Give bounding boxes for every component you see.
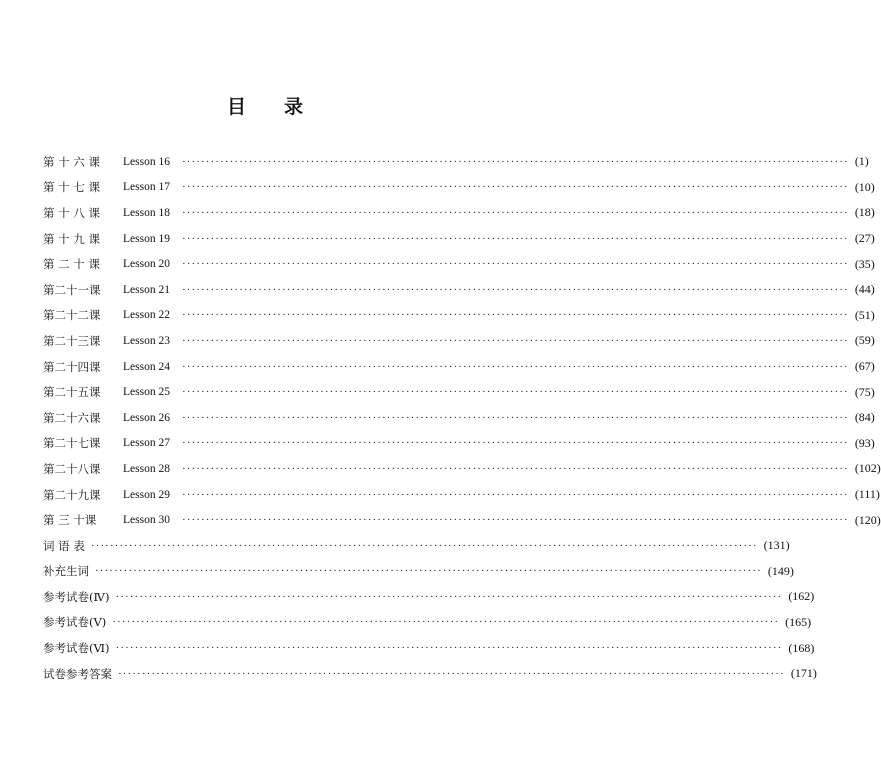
- toc-page-number: (168): [788, 640, 815, 655]
- toc-entry-label: 第 三 十课: [43, 513, 97, 528]
- toc-entry-label: 第二十四课: [43, 359, 101, 374]
- toc-leader-dots: ············································································································································: [181, 437, 849, 450]
- toc-page-number: (171): [790, 666, 817, 681]
- toc-entry-label: 词 语 表: [43, 538, 85, 553]
- toc-page-number: (162): [788, 589, 815, 604]
- toc-leader-dots: ············································································································································: [181, 514, 849, 527]
- toc-entry-label: 第二十五课: [43, 385, 101, 400]
- toc-entry-lesson: Lesson 26: [123, 411, 170, 424]
- toc-entry[interactable]: [43, 482, 880, 508]
- toc-page-number: (1): [854, 154, 869, 169]
- toc-entry-label: 第 十 八 课: [43, 205, 100, 220]
- toc-entry-label: 第二十六课: [43, 410, 101, 425]
- toc-entry-lesson: Lesson 18: [123, 206, 170, 219]
- page-title: 目录: [226, 96, 341, 118]
- toc-leader-dots: ············································································································································: [181, 155, 849, 168]
- toc-entry-lesson: Lesson 28: [123, 462, 170, 475]
- toc-entry-lesson: Lesson 22: [123, 309, 170, 322]
- toc-entry[interactable]: [43, 610, 812, 636]
- toc-entry-label: 补充生词: [43, 564, 89, 579]
- toc-entry-lesson: Lesson 17: [123, 181, 170, 194]
- toc-leader-dots: ············································································································································: [181, 283, 849, 296]
- toc-page-number: (102): [854, 461, 881, 476]
- toc-leader-dots: ············································································································································: [181, 334, 849, 347]
- toc-entry-lesson: Lesson 21: [123, 283, 170, 296]
- toc-entry[interactable]: [43, 149, 869, 175]
- toc-leader-dots: ············································································································································: [181, 309, 849, 322]
- toc-page-number: (44): [854, 282, 875, 297]
- toc-entry[interactable]: [43, 533, 790, 559]
- toc-entry-label: 第 二 十 课: [43, 257, 100, 272]
- toc-entry[interactable]: [43, 354, 875, 380]
- toc-page-number: (84): [854, 410, 875, 425]
- toc-entry-lesson: Lesson 24: [123, 360, 170, 373]
- toc-entry-label: 第二十九课: [43, 487, 101, 502]
- toc-page-number: (59): [854, 333, 875, 348]
- toc-leader-dots: ············································································································································: [118, 667, 785, 680]
- toc-leader-dots: ············································································································································: [181, 206, 849, 219]
- toc-entry-label: 第 十 六 课: [43, 154, 100, 169]
- toc-entry-label: 试卷参考答案: [43, 666, 112, 681]
- toc-entry[interactable]: [43, 175, 875, 201]
- toc-page-number: (27): [854, 231, 875, 246]
- toc-leader-dots: ············································································································································: [95, 565, 762, 578]
- toc-entry-label: 参考试卷(Ⅴ): [43, 615, 107, 630]
- toc-page-number: (131): [763, 538, 790, 553]
- toc-entry[interactable]: [43, 661, 817, 687]
- toc-leader-dots: ············································································································································: [181, 488, 849, 501]
- toc-leader-dots: ············································································································································: [115, 590, 783, 603]
- toc-page-number: (51): [854, 307, 875, 322]
- toc-leader-dots: ············································································································································: [90, 539, 758, 552]
- toc-page-number: (67): [854, 359, 875, 374]
- toc-entry[interactable]: [43, 379, 875, 405]
- toc-page-number: (111): [854, 487, 880, 502]
- toc-page-number: (149): [767, 563, 794, 578]
- toc-entry-lesson: Lesson 25: [123, 386, 170, 399]
- toc-leader-dots: ············································································································································: [115, 642, 783, 655]
- toc-entry[interactable]: [43, 328, 875, 354]
- toc-entry[interactable]: [43, 251, 875, 277]
- toc-leader-dots: ············································································································································: [181, 232, 849, 245]
- toc-entry[interactable]: [43, 303, 875, 329]
- toc-leader-dots: ············································································································································: [181, 386, 849, 399]
- toc-entry-label: 第 十 九 课: [43, 231, 100, 246]
- toc-entry[interactable]: [43, 456, 881, 482]
- toc-entry-lesson: Lesson 20: [123, 258, 170, 271]
- toc-entry-label: 第二十二课: [43, 308, 101, 323]
- toc-page-number: (93): [854, 435, 875, 450]
- toc-leader-dots: ············································································································································: [181, 462, 849, 475]
- toc-leader-dots: ············································································································································: [181, 258, 849, 271]
- toc-entry[interactable]: [43, 431, 875, 457]
- toc-leader-dots: ············································································································································: [181, 360, 849, 373]
- toc-leader-dots: ············································································································································: [181, 411, 849, 424]
- toc-entry-lesson: Lesson 27: [123, 437, 170, 450]
- toc-entry-label: 第二十七课: [43, 436, 101, 451]
- toc-page-number: (120): [854, 512, 881, 527]
- toc-entry-lesson: Lesson 19: [123, 232, 170, 245]
- toc-entry-lesson: Lesson 29: [123, 488, 170, 501]
- toc-page-number: (35): [854, 256, 875, 271]
- toc-entry[interactable]: [43, 584, 815, 610]
- toc-entry-lesson: Lesson 23: [123, 334, 170, 347]
- toc-page-number: (165): [785, 614, 812, 629]
- toc-leader-dots: ············································································································································: [181, 181, 849, 194]
- toc-page-number: (10): [854, 179, 875, 194]
- toc-leader-dots: ············································································································································: [112, 616, 780, 629]
- toc-page-number: (18): [854, 205, 875, 220]
- toc-entry[interactable]: [43, 226, 875, 252]
- toc-entry-label: 参考试卷(Ⅳ): [43, 589, 110, 604]
- toc-entry[interactable]: [43, 507, 881, 533]
- toc-entry-label: 第 十 七 课: [43, 180, 100, 195]
- toc-entry-label: 第二十八课: [43, 461, 101, 476]
- toc-entry[interactable]: [43, 277, 875, 303]
- toc-entry-label: 第二十一课: [43, 282, 101, 297]
- toc-entry[interactable]: [43, 200, 875, 226]
- toc-entry-lesson: Lesson 30: [123, 514, 170, 527]
- toc-entry[interactable]: [43, 405, 875, 431]
- toc-entry-label: 参考试卷(Ⅵ): [43, 641, 110, 656]
- toc-list: [43, 149, 881, 686]
- toc-entry-lesson: Lesson 16: [123, 155, 170, 168]
- toc-entry-label: 第二十三课: [43, 333, 101, 348]
- toc-page-number: (75): [854, 384, 875, 399]
- toc-entry[interactable]: [43, 559, 794, 585]
- toc-entry[interactable]: [43, 635, 815, 661]
